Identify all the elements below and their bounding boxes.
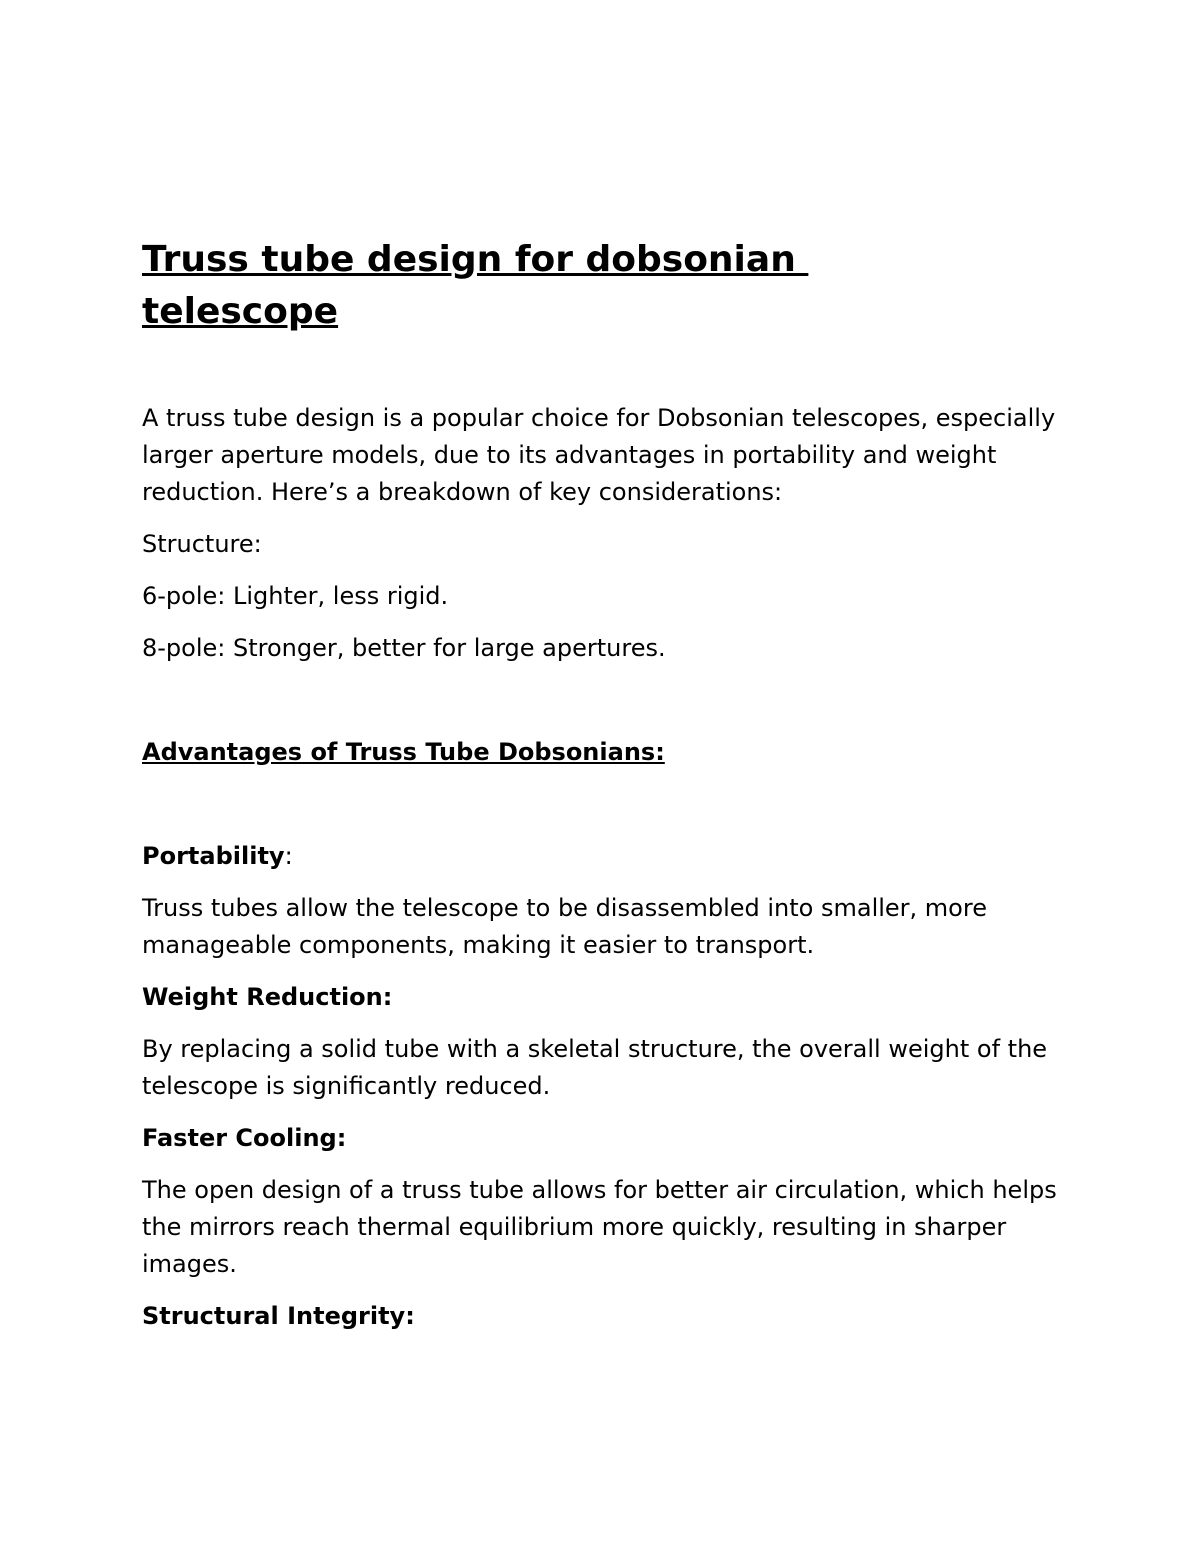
advantage-cooling-heading [142,1120,1072,1157]
advantage-heading-text: Structural Integrity: [142,1302,415,1330]
advantage-cooling-text: The open design of a truss tube allows for better air circulation, which helps the mirrors reach thermal equilibrium more quickly, resulting in sharper images. [142,1176,1057,1278]
advantage-weight-heading [142,979,1072,1016]
advantage-integrity-heading [142,1298,1072,1335]
structure-item-6-pole: 6-pole: Lighter, less rigid. [142,582,449,610]
advantage-heading-text: Portability [142,842,285,870]
title-line-1: Truss tube design for dobsonian [142,239,809,280]
structure-item-8-pole: 8-pole: Stronger, better for large apertures. [142,634,666,662]
title-line-2: telescope [142,291,339,332]
advantage-heading-suffix: : [284,842,293,870]
advantage-portability-text: Truss tubes allow the telescope to be disassembled into smaller, more manageable components, making it easier to transport. [142,894,987,959]
advantage-weight-text: By replacing a solid tube with a skeletal structure, the overall weight of the telescope is significantly reduced. [142,1035,1048,1100]
advantage-portability-heading [142,838,1072,875]
advantages-heading: Advantages of Truss Tube Dobsonians: [142,738,665,766]
intro-paragraph: A truss tube design is a popular choice for Dobsonian telescopes, especially larger aperture models, due to its advantages in portability and weight reduction. Here’s a breakdown of key considerations: [142,404,1056,506]
structure-label: Structure: [142,530,262,558]
advantage-heading-text: Faster Cooling: [142,1124,347,1152]
advantage-heading-text: Weight Reduction: [142,983,393,1011]
document-title [142,234,1072,338]
document-page [142,234,1072,1335]
